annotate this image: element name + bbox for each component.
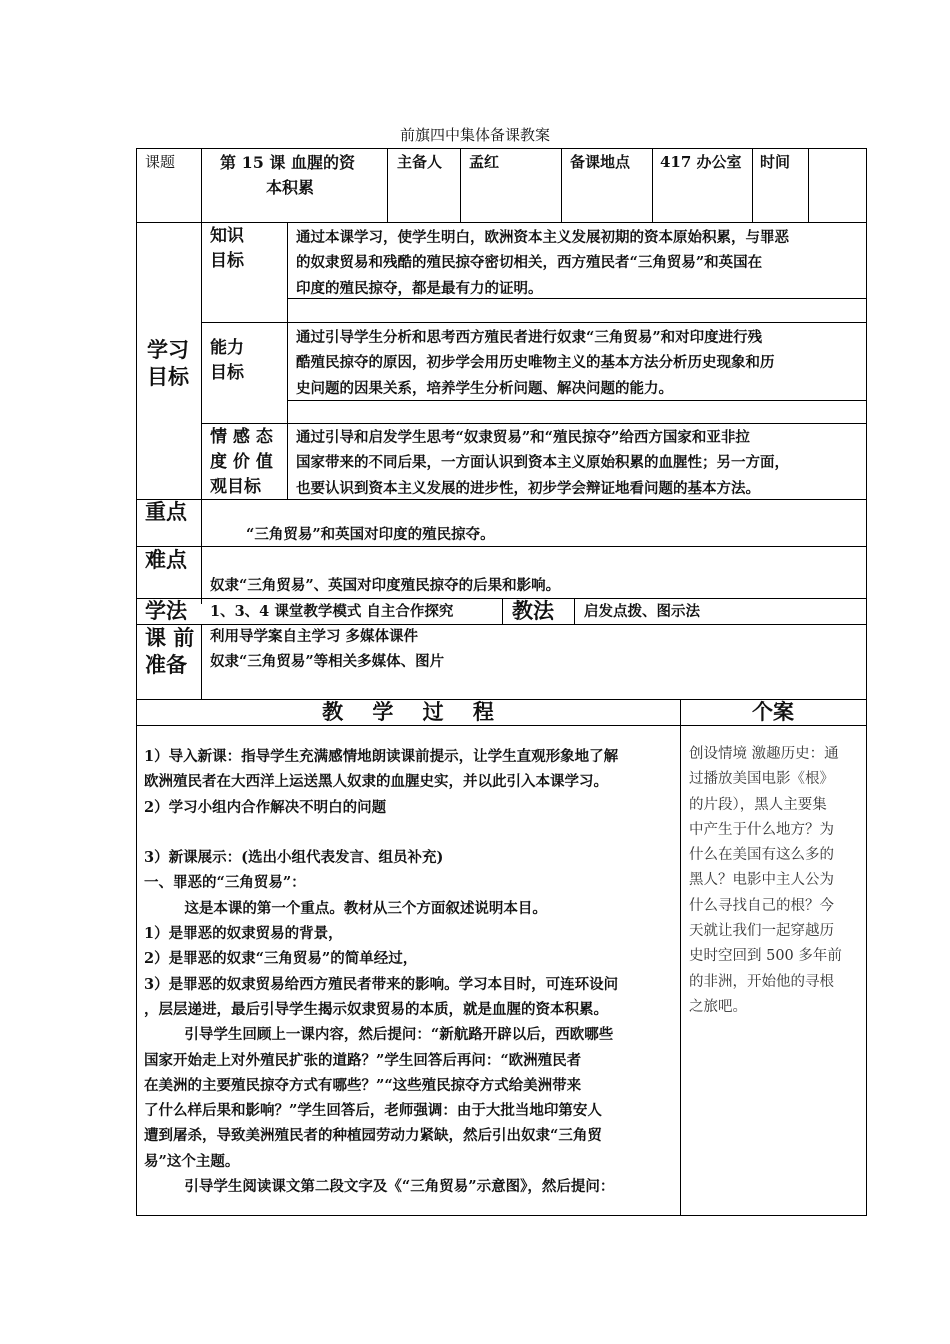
preparation-line: 利用导学案自主学习 多媒体课件 bbox=[210, 628, 419, 645]
process-line: 这是本课的第一个重点。教材从三个方面叙述说明本目。 bbox=[144, 899, 547, 917]
location-value: 417 办公室 bbox=[660, 153, 742, 171]
emotion-text bbox=[296, 425, 789, 501]
process-line: 遭到屠杀，导致美洲殖民者的种植园劳动力紧缺，然后引出奴隶“三角贸 bbox=[144, 1127, 602, 1145]
page-title: 前旗四中集体备课教案 bbox=[399, 126, 550, 144]
emotion-label-line3: 观目标 bbox=[210, 477, 261, 497]
process-body bbox=[144, 744, 618, 1199]
case-note-line: 中产生于什么地方？为 bbox=[689, 821, 834, 838]
process-line: 易”这个主题。 bbox=[144, 1152, 240, 1170]
knowledge-label-line2: 目标 bbox=[210, 251, 244, 271]
case-note-line: 天就让我们一起穿越历 bbox=[689, 923, 834, 940]
preparation-label-line2: 准备 bbox=[145, 652, 187, 677]
preparer-label: 主备人 bbox=[397, 153, 443, 171]
process-line: 在美洲的主要殖民掠夺方式有哪些？”“这些殖民掠夺方式给美洲带来 bbox=[144, 1076, 582, 1094]
case-heading: 个案 bbox=[752, 699, 794, 724]
emotion-line: 国家带来的不同后果，一方面认识到资本主义原始积累的血腥性；另一方面， bbox=[296, 454, 789, 472]
preparation-label bbox=[145, 624, 194, 678]
process-line: 引导学生阅读课文第二段文字及《“三角贸易”示意图》，然后提问： bbox=[144, 1178, 615, 1196]
process-heading: 教 学 过 程 bbox=[322, 699, 494, 724]
process-line: 一、罪恶的“三角贸易”： bbox=[144, 874, 306, 892]
process-line: ，层层递进，最后引导学生揭示奴隶贸易的本质，就是血腥的资本积累。 bbox=[144, 1000, 608, 1018]
preparer-name: 孟红 bbox=[469, 153, 500, 171]
ability-label-line1: 能力 bbox=[210, 338, 244, 358]
case-note-line: 什么寻找自己的根？今 bbox=[689, 897, 834, 914]
preparation-label-line1: 课 前 bbox=[145, 625, 195, 650]
knowledge-line: 印度的殖民掠夺，都是最有力的证明。 bbox=[296, 279, 543, 297]
process-line: 1）导入新课：指导学生充满感情地朗读课前提示，让学生直观形象地了解 bbox=[144, 748, 619, 765]
topic-label: 课题 bbox=[145, 153, 176, 171]
knowledge-text bbox=[296, 225, 789, 301]
process-line: 引导学生回顾上一课内容，然后提问：“新航路开辟以后，西欧哪些 bbox=[144, 1026, 614, 1044]
ability-line: 通过引导学生分析和思考西方殖民者进行奴隶“三角贸易”和对印度进行残 bbox=[296, 329, 763, 346]
difficulty-text: 奴隶“三角贸易”、英国对印度殖民掠夺的后果和影响。 bbox=[210, 577, 561, 594]
objectives-label bbox=[147, 336, 189, 390]
emotion-line: 通过引导和启发学生思考“奴隶贸易”和“殖民掠夺”给西方国家和亚非拉 bbox=[296, 429, 750, 446]
learning-method-label: 学法 bbox=[145, 598, 187, 623]
key-point-text: “三角贸易”和英国对印度的殖民掠夺。 bbox=[246, 526, 495, 543]
learning-method-value: 1、3、4 课堂教学模式 自主合作探究 bbox=[210, 603, 454, 620]
process-line: 国家开始走上对外殖民扩张的道路？”学生回答后再问：“欧洲殖民者 bbox=[144, 1051, 582, 1069]
process-line bbox=[144, 820, 618, 845]
objectives-label-line2: 目标 bbox=[147, 364, 189, 389]
ability-line: 史问题的因果关系，培养学生分析问题、解决问题的能力。 bbox=[296, 379, 673, 397]
ability-label bbox=[210, 336, 244, 386]
key-point-label: 重点 bbox=[145, 499, 187, 524]
emotion-label bbox=[210, 425, 273, 500]
process-line: 了什么样后果和影响？”学生回答后，老师强调：由于大批当地印第安人 bbox=[144, 1102, 602, 1120]
lesson-title-line2: 本积累 bbox=[266, 178, 315, 197]
knowledge-label bbox=[210, 224, 244, 274]
ability-line: 酷殖民掠夺的原因，初步学会用历史唯物主义的基本方法分析历史现象和历 bbox=[296, 354, 775, 372]
process-line: 2）是罪恶的奴隶“三角贸易”的简单经过， bbox=[144, 950, 418, 968]
ability-text bbox=[296, 325, 775, 401]
process-line: 2）学习小组内合作解决不明白的问题 bbox=[144, 798, 387, 816]
preparation-text bbox=[210, 624, 444, 675]
case-note-line: 创设情境 激趣历史：通 bbox=[689, 746, 839, 762]
case-notes bbox=[689, 742, 842, 1020]
case-note-line: 的非洲，开始他的寻根 bbox=[689, 973, 834, 990]
process-line: 1）是罪恶的奴隶贸易的背景， bbox=[144, 925, 343, 943]
objectives-label-line1: 学习 bbox=[147, 337, 189, 362]
location-label: 备课地点 bbox=[570, 153, 631, 171]
process-line: 欧洲殖民者在大西洋上运送黑人奴隶的血腥史实，并以此引入本课学习。 bbox=[144, 773, 608, 791]
case-note-line: 史时空回到 500 多年前 bbox=[689, 948, 842, 965]
lesson-title-line1: 第 15 课 血腥的资 bbox=[220, 153, 355, 172]
preparation-line: 奴隶“三角贸易”等相关多媒体、图片 bbox=[210, 653, 445, 671]
knowledge-line: 通过本课学习，使学生明白，欧洲资本主义发展初期的资本原始积累，与罪恶 bbox=[296, 229, 789, 246]
difficulty-label: 难点 bbox=[145, 547, 187, 572]
lesson-title bbox=[220, 150, 355, 200]
teaching-method-value: 启发点拨、图示法 bbox=[584, 603, 700, 620]
case-note-line: 黑人？电影中主人公为 bbox=[689, 872, 834, 889]
emotion-line: 也要认识到资本主义发展的进步性，初步学会辩证地看问题的基本方法。 bbox=[296, 479, 760, 497]
case-note-line: 什么在美国有这么多的 bbox=[689, 847, 834, 864]
process-line: 3）新课展示：(选出小组代表发言、组员补充) bbox=[144, 849, 444, 867]
knowledge-line: 的奴隶贸易和残酷的殖民掠夺密切相关，西方殖民者“三角贸易”和英国在 bbox=[296, 254, 763, 272]
case-note-line: 的片段），黑人主要集 bbox=[689, 796, 827, 813]
teaching-method-label: 教法 bbox=[512, 598, 554, 623]
case-note-line: 过播放美国电影《根》 bbox=[689, 771, 834, 788]
process-line: 3）是罪恶的奴隶贸易给西方殖民者带来的影响。学习本目时，可连环设问 bbox=[144, 975, 619, 993]
ability-label-line2: 目标 bbox=[210, 363, 244, 383]
emotion-label-line1: 情 感 态 bbox=[210, 427, 273, 447]
case-note-line: 之旅吧。 bbox=[689, 998, 747, 1015]
time-label: 时间 bbox=[760, 153, 791, 171]
knowledge-label-line1: 知识 bbox=[210, 226, 244, 246]
emotion-label-line2: 度 价 值 bbox=[210, 452, 273, 472]
